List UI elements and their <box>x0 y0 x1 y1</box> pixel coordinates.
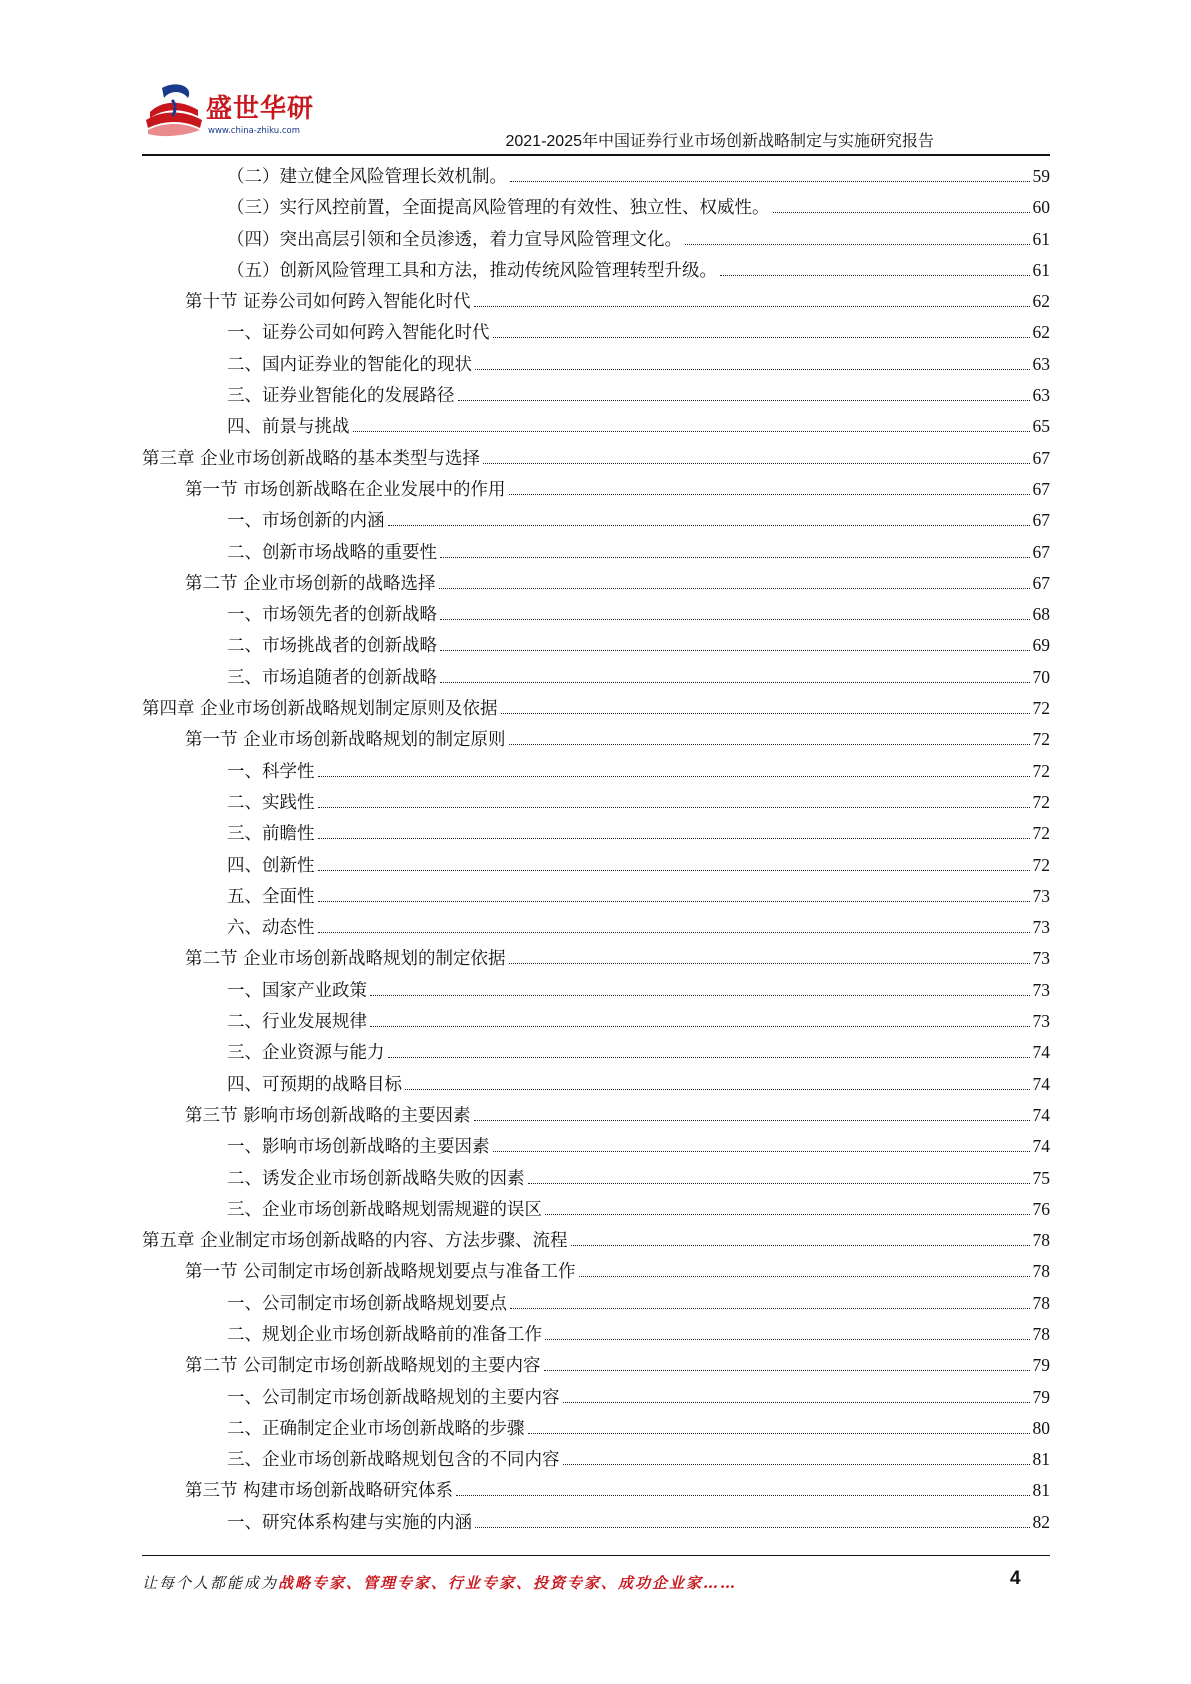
page-header <box>0 0 1191 158</box>
logo-book-icon <box>142 82 208 144</box>
toc-entry-page: 72 <box>1032 854 1050 875</box>
toc-entry-page: 72 <box>1032 729 1050 750</box>
toc-dot-leader <box>509 744 1030 745</box>
toc-entry[interactable] <box>142 756 1050 787</box>
toc-entry[interactable] <box>142 568 1050 599</box>
toc-entry[interactable] <box>142 818 1050 849</box>
toc-entry-title: 二、创新市场战略的重要性 <box>227 542 437 563</box>
toc-dot-leader <box>545 1214 1030 1215</box>
toc-entry[interactable] <box>142 317 1050 348</box>
toc-entry[interactable] <box>142 443 1050 474</box>
toc-entry-title: 第二节 公司制定市场创新战略规划的主要内容 <box>185 1356 541 1377</box>
toc-dot-leader <box>474 306 1030 307</box>
toc-entry[interactable] <box>142 474 1050 505</box>
toc-entry-page: 63 <box>1032 353 1050 374</box>
toc-dot-leader <box>571 1245 1030 1246</box>
toc-entry[interactable] <box>142 1507 1050 1538</box>
toc-dot-leader <box>370 995 1030 996</box>
toc-entry-title: 四、前景与挑战 <box>227 417 350 438</box>
toc-dot-leader <box>388 1057 1030 1058</box>
toc-dot-leader <box>405 1089 1030 1090</box>
toc-entry-page: 72 <box>1032 823 1050 844</box>
toc-entry-page: 67 <box>1032 572 1050 593</box>
toc-dot-leader <box>388 525 1030 526</box>
toc-entry-page: 62 <box>1032 291 1050 312</box>
toc-entry-title: 三、企业市场创新战略规划需规避的误区 <box>227 1199 542 1220</box>
toc-entry-page: 72 <box>1032 760 1050 781</box>
toc-entry-page: 68 <box>1032 604 1050 625</box>
toc-entry-title: 第十节 证券公司如何跨入智能化时代 <box>185 292 471 313</box>
toc-dot-leader <box>563 1464 1030 1465</box>
toc-entry-page: 74 <box>1032 1104 1050 1125</box>
toc-entry[interactable] <box>142 1413 1050 1444</box>
toc-dot-leader <box>493 337 1030 338</box>
toc-entry-page: 67 <box>1032 510 1050 531</box>
toc-entry-title: 一、国家产业政策 <box>227 980 367 1001</box>
toc-entry-title: 二、规划企业市场创新战略前的准备工作 <box>227 1324 542 1345</box>
toc-entry[interactable] <box>142 1350 1050 1381</box>
toc-dot-leader <box>318 870 1030 871</box>
toc-entry-page: 69 <box>1032 635 1050 656</box>
toc-entry[interactable] <box>142 161 1050 192</box>
toc-entry-page: 81 <box>1032 1480 1050 1501</box>
toc-dot-leader <box>440 619 1030 620</box>
toc-entry-title: 三、前瞻性 <box>227 824 315 845</box>
toc-dot-leader <box>773 212 1030 213</box>
toc-dot-leader <box>318 807 1030 808</box>
toc-entry[interactable] <box>142 192 1050 223</box>
footer-slogan <box>142 1572 737 1593</box>
toc-entry[interactable] <box>142 975 1050 1006</box>
toc-entry-page: 73 <box>1032 917 1050 938</box>
toc-entry-page: 61 <box>1032 228 1050 249</box>
toc-entry-page: 62 <box>1032 322 1050 343</box>
toc-entry-page: 70 <box>1032 666 1050 687</box>
toc-dot-leader <box>544 1370 1030 1371</box>
toc-entry-page: 78 <box>1032 1230 1050 1251</box>
toc-entry-title: （三）实行风控前置，全面提高风险管理的有效性、独立性、权威性。 <box>227 198 770 219</box>
toc-entry-title: 一、科学性 <box>227 761 315 782</box>
toc-entry[interactable] <box>142 1069 1050 1100</box>
toc-entry-page: 74 <box>1032 1073 1050 1094</box>
toc-entry[interactable] <box>142 1194 1050 1225</box>
toc-dot-leader <box>475 369 1030 370</box>
toc-dot-leader <box>474 1120 1030 1121</box>
toc-entry-title: （二）建立健全风险管理长效机制。 <box>227 167 507 187</box>
toc-dot-leader <box>501 713 1030 714</box>
toc-entry[interactable] <box>142 1444 1050 1475</box>
toc-entry-title: 第四章 企业市场创新战略规划制定原则及依据 <box>142 699 498 720</box>
toc-entry-page: 67 <box>1032 447 1050 468</box>
toc-dot-leader <box>509 494 1030 495</box>
toc-entry-page: 65 <box>1032 416 1050 437</box>
toc-entry-title: （五）创新风险管理工具和方法，推动传统风险管理转型升级。 <box>227 260 717 281</box>
toc-entry-page: 78 <box>1032 1323 1050 1344</box>
toc-dot-leader <box>318 838 1030 839</box>
toc-entry-title: 第五章 企业制定市场创新战略的内容、方法步骤、流程 <box>142 1231 568 1252</box>
toc-entry-page: 79 <box>1032 1355 1050 1376</box>
toc-entry-title: 一、公司制定市场创新战略规划的主要内容 <box>227 1387 560 1408</box>
toc-entry-page: 73 <box>1032 1011 1050 1032</box>
footer-divider <box>142 1555 1050 1556</box>
toc-dot-leader <box>510 1308 1030 1309</box>
toc-dot-leader <box>528 1433 1030 1434</box>
report-title: 2021-2025年中国证券行业市场创新战略制定与实施研究报告 <box>505 133 934 150</box>
toc-dot-leader <box>439 588 1030 589</box>
toc-dot-leader <box>563 1402 1030 1403</box>
toc-entry-page: 67 <box>1032 541 1050 562</box>
toc-entry[interactable] <box>142 255 1050 286</box>
toc-entry[interactable] <box>142 787 1050 818</box>
toc-entry-page: 72 <box>1032 698 1050 719</box>
toc-entry-title: 第二节 企业市场创新战略规划的制定依据 <box>185 949 506 970</box>
toc-entry[interactable] <box>142 1225 1050 1256</box>
toc-entry-title: 第一节 公司制定市场创新战略规划要点与准备工作 <box>185 1262 576 1283</box>
toc-entry-page: 74 <box>1032 1136 1050 1157</box>
toc-dot-leader <box>493 1151 1030 1152</box>
toc-entry-title: 六、动态性 <box>227 918 315 939</box>
toc-entry[interactable] <box>142 286 1050 317</box>
toc-entry[interactable] <box>142 1319 1050 1350</box>
toc-entry[interactable] <box>142 1256 1050 1287</box>
toc-entry-title: 二、诱发企业市场创新战略失败的因素 <box>227 1168 525 1189</box>
toc-entry-page: 79 <box>1032 1386 1050 1407</box>
toc-entry-title: 第二节 企业市场创新的战略选择 <box>185 573 436 594</box>
toc-dot-leader <box>475 1527 1030 1528</box>
toc-entry-title: 第一节 市场创新战略在企业发展中的作用 <box>185 479 506 500</box>
footer-slogan-highlight: 战略专家、管理专家、行业专家、投资专家、成功企业家…… <box>278 1574 738 1592</box>
toc-entry[interactable] <box>142 349 1050 380</box>
toc-entry-title: 三、企业市场创新战略规划包含的不同内容 <box>227 1450 560 1471</box>
toc-entry-title: 第三节 构建市场创新战略研究体系 <box>185 1481 454 1502</box>
toc-entry-title: 三、市场追随者的创新战略 <box>227 667 437 688</box>
toc-dot-leader <box>456 1495 1029 1496</box>
toc-entry[interactable] <box>142 537 1050 568</box>
toc-entry[interactable] <box>142 1163 1050 1194</box>
toc-dot-leader <box>509 963 1030 964</box>
toc-entry[interactable] <box>142 599 1050 630</box>
toc-entry-title: 第三章 企业市场创新战略的基本类型与选择 <box>142 448 481 469</box>
toc-entry[interactable] <box>142 1131 1050 1162</box>
toc-entry[interactable] <box>142 724 1050 755</box>
toc-entry-title: 二、国内证券业的智能化的现状 <box>227 354 472 375</box>
toc-entry[interactable] <box>142 505 1050 536</box>
toc-entry-page: 76 <box>1032 1198 1050 1219</box>
toc-entry-title: （四）突出高层引领和全员渗透，着力宣导风险管理文化。 <box>227 229 682 250</box>
toc-entry-title: 三、企业资源与能力 <box>227 1043 385 1064</box>
toc-dot-leader <box>318 776 1030 777</box>
toc-entry-page: 61 <box>1032 259 1050 280</box>
toc-entry-title: 一、市场创新的内涵 <box>227 511 385 532</box>
toc-entry-page: 67 <box>1032 478 1050 499</box>
toc-dot-leader <box>483 463 1029 464</box>
toc-entry-title: 第一节 企业市场创新战略规划的制定原则 <box>185 730 506 751</box>
logo-url: www.china-zhiku.com <box>208 126 300 136</box>
toc-entry-page: 73 <box>1032 979 1050 1000</box>
toc-entry-title: 一、研究体系构建与实施的内涵 <box>227 1512 472 1533</box>
toc-entry[interactable] <box>142 912 1050 943</box>
toc-entry[interactable] <box>142 1382 1050 1413</box>
page-number: 4 <box>1010 1568 1021 1589</box>
toc-entry[interactable] <box>142 850 1050 881</box>
toc-entry-title: 三、证券业智能化的发展路径 <box>227 386 455 407</box>
toc-entry-page: 60 <box>1032 197 1050 218</box>
toc-entry-title: 一、证券公司如何跨入智能化时代 <box>227 323 490 344</box>
toc-dot-leader <box>545 1339 1030 1340</box>
toc-entry[interactable] <box>142 411 1050 442</box>
toc-entry-page: 78 <box>1032 1261 1050 1282</box>
toc-dot-leader <box>318 901 1030 902</box>
toc-entry-page: 74 <box>1032 1042 1050 1063</box>
toc-entry-page: 78 <box>1032 1292 1050 1313</box>
toc-entry-title: 二、正确制定企业市场创新战略的步骤 <box>227 1418 525 1439</box>
toc-dot-leader <box>353 431 1030 432</box>
toc-dot-leader <box>510 181 1030 182</box>
toc-dot-leader <box>458 400 1030 401</box>
header-divider <box>142 154 1050 156</box>
toc-entry-title: 一、公司制定市场创新战略规划要点 <box>227 1293 507 1314</box>
logo-name: 盛世华研 <box>206 94 315 124</box>
toc-entry-title: 四、可预期的战略目标 <box>227 1074 402 1095</box>
toc-entry-page: 80 <box>1032 1417 1050 1438</box>
toc-entry[interactable] <box>142 693 1050 724</box>
toc-entry[interactable] <box>142 943 1050 974</box>
toc-entry-title: 四、创新性 <box>227 855 315 876</box>
toc-dot-leader <box>440 682 1030 683</box>
toc-entry[interactable] <box>142 380 1050 411</box>
toc-entry-page: 73 <box>1032 948 1050 969</box>
toc-dot-leader <box>528 1183 1030 1184</box>
toc-entry[interactable] <box>142 1475 1050 1506</box>
toc-entry-page: 72 <box>1032 791 1050 812</box>
toc-entry[interactable] <box>142 1100 1050 1131</box>
toc-dot-leader <box>720 275 1030 276</box>
toc-entry[interactable] <box>142 630 1050 661</box>
toc-entry-page: 63 <box>1032 385 1050 406</box>
toc-entry-page: 82 <box>1032 1511 1050 1532</box>
toc-entry-title: 二、行业发展规律 <box>227 1012 367 1033</box>
toc-entry[interactable] <box>142 1288 1050 1319</box>
toc-entry-page: 81 <box>1032 1449 1050 1470</box>
toc-entry-title: 二、实践性 <box>227 792 315 813</box>
toc-dot-leader <box>685 244 1030 245</box>
toc-entry-title: 一、市场领先者的创新战略 <box>227 605 437 626</box>
toc-entry[interactable] <box>142 224 1050 255</box>
company-logo <box>142 82 315 146</box>
toc-dot-leader <box>440 557 1030 558</box>
table-of-contents <box>142 161 1050 1538</box>
toc-entry[interactable] <box>142 662 1050 693</box>
toc-dot-leader <box>318 932 1030 933</box>
toc-entry-title: 一、影响市场创新战略的主要因素 <box>227 1137 490 1158</box>
toc-dot-leader <box>440 650 1030 651</box>
toc-entry-title: 二、市场挑战者的创新战略 <box>227 636 437 657</box>
toc-entry-page: 73 <box>1032 885 1050 906</box>
toc-dot-leader <box>579 1276 1030 1277</box>
toc-entry-page: 75 <box>1032 1167 1050 1188</box>
toc-entry[interactable] <box>142 1006 1050 1037</box>
toc-entry-page: 59 <box>1032 166 1050 186</box>
toc-entry[interactable] <box>142 1037 1050 1068</box>
toc-entry-title: 第三节 影响市场创新战略的主要因素 <box>185 1105 471 1126</box>
toc-entry-title: 五、全面性 <box>227 886 315 907</box>
toc-dot-leader <box>370 1026 1030 1027</box>
footer-slogan-prefix: 让每个人都能成为 <box>142 1574 279 1592</box>
toc-entry[interactable] <box>142 881 1050 912</box>
